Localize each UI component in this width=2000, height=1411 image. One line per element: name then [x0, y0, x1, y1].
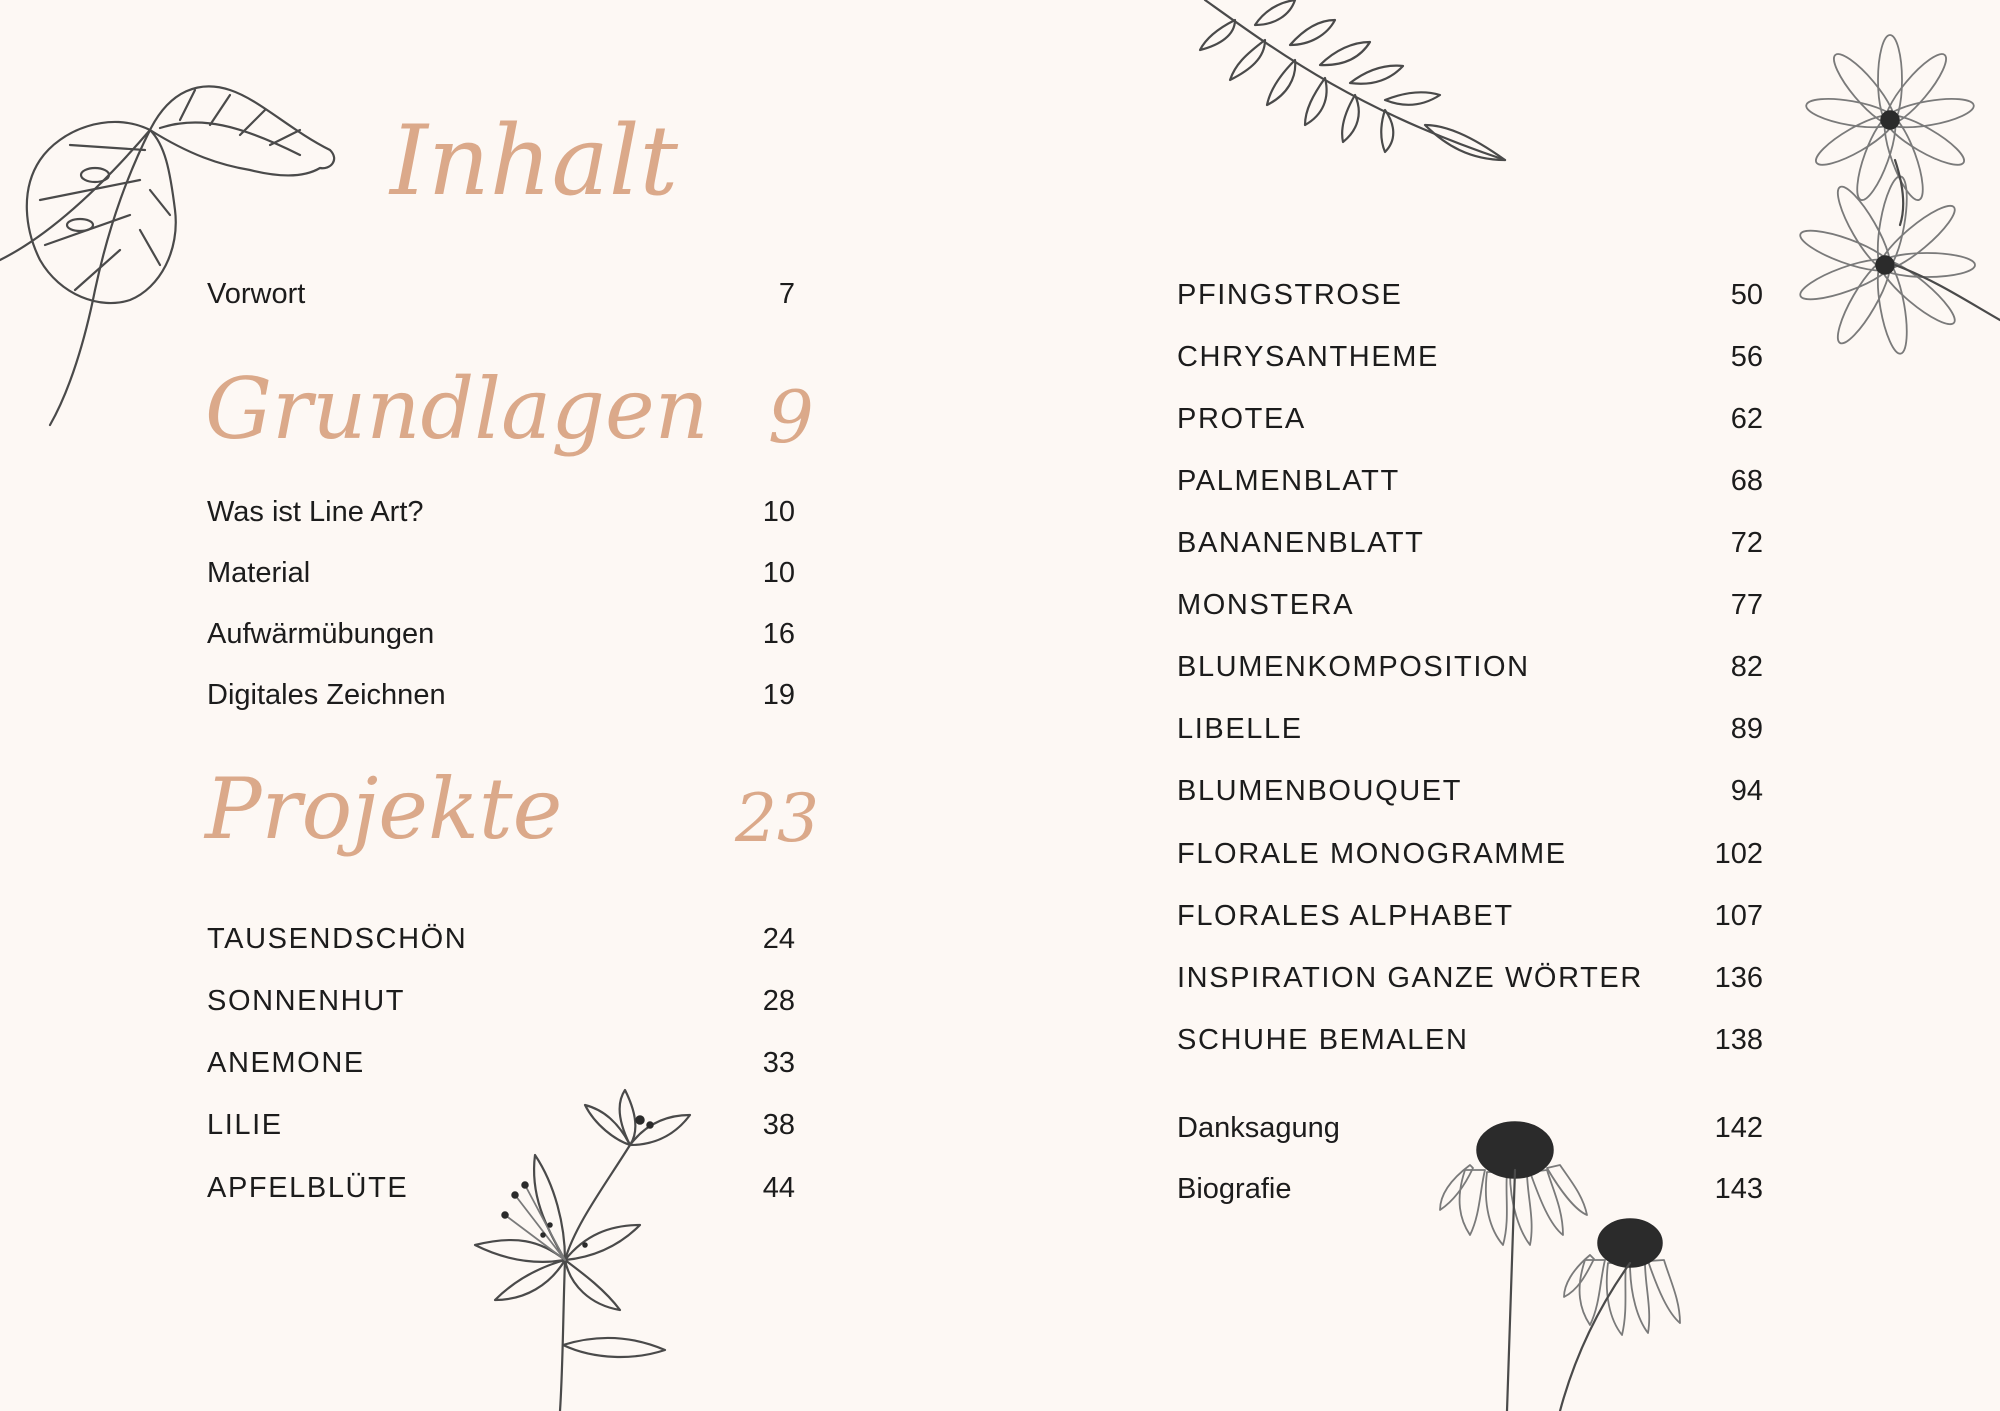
toc-entry-page: 10	[762, 496, 795, 528]
toc-entry-page: 10	[762, 557, 795, 589]
toc-entry[interactable]	[1177, 900, 1763, 933]
toc-entry-page: 62	[1730, 403, 1763, 435]
toc-entry[interactable]	[207, 985, 795, 1018]
toc-entry-page: 28	[762, 985, 795, 1017]
toc-entry-page: 82	[1730, 651, 1763, 683]
toc-entry[interactable]	[207, 496, 795, 529]
toc-entry-page: 72	[1730, 527, 1763, 559]
toc-entry-label: SONNENHUT	[207, 985, 406, 1017]
toc-entry-label: LILIE	[207, 1109, 283, 1141]
toc-entry-label: PROTEA	[1177, 403, 1306, 435]
daisy-flower-icon	[1795, 50, 2000, 360]
toc-entry[interactable]	[1177, 775, 1763, 808]
toc-entry-page: 16	[762, 618, 795, 650]
toc-entry-page: 33	[762, 1047, 795, 1079]
toc-entry[interactable]	[1177, 589, 1763, 622]
toc-entry[interactable]	[1177, 962, 1763, 995]
toc-entry-label: BANANENBLATT	[1177, 527, 1425, 559]
toc-entry-label: TAUSENDSCHÖN	[207, 923, 468, 955]
toc-entry-page: 107	[1714, 900, 1763, 932]
toc-entry-label: Biografie	[1177, 1173, 1292, 1205]
toc-entry-label: BLUMENBOUQUET	[1177, 775, 1463, 807]
toc-entry[interactable]	[1177, 341, 1763, 374]
toc-entry-label: FLORALES ALPHABET	[1177, 900, 1514, 932]
palm-leaf-icon	[1195, 0, 1515, 170]
toc-entry-page: 138	[1714, 1024, 1763, 1056]
toc-entry-label: ANEMONE	[207, 1047, 365, 1079]
toc-entry-vorwort[interactable]	[207, 278, 795, 311]
toc-entry-page: 102	[1714, 838, 1763, 870]
toc-entry[interactable]	[1177, 279, 1763, 312]
toc-entry-page: 50	[1730, 279, 1763, 311]
toc-entry-label: MONSTERA	[1177, 589, 1355, 621]
toc-entry-label: Was ist Line Art?	[207, 496, 424, 528]
toc-entry-page: 136	[1714, 962, 1763, 994]
toc-entry-label: PALMENBLATT	[1177, 465, 1400, 497]
toc-entry-page: 44	[762, 1172, 795, 1204]
toc-entry-label: APFELBLÜTE	[207, 1172, 409, 1204]
toc-entry-page: 89	[1730, 713, 1763, 745]
toc-entry-page: 38	[762, 1109, 795, 1141]
toc-entry-label: FLORALE MONOGRAMME	[1177, 838, 1567, 870]
toc-entry[interactable]	[207, 679, 795, 712]
section-heading-projekte: Projekte	[205, 760, 563, 858]
toc-entry-label: LIBELLE	[1177, 713, 1303, 745]
toc-entry-page: 7	[778, 278, 795, 310]
toc-entry[interactable]	[1177, 838, 1763, 871]
toc-entry-page: 24	[762, 923, 795, 955]
coneflower-icon	[1435, 1095, 1695, 1411]
toc-entry[interactable]	[1177, 527, 1763, 560]
toc-entry-page: 77	[1730, 589, 1763, 621]
toc-entry-label: Vorwort	[207, 278, 306, 310]
toc-title: Inhalt	[390, 105, 679, 217]
toc-entry-label: Aufwärmübungen	[207, 618, 435, 650]
toc-entry-label: PFINGSTROSE	[1177, 279, 1403, 311]
toc-entry-label: CHRYSANTHEME	[1177, 341, 1439, 373]
section-page-grundlagen: 9	[768, 375, 814, 459]
toc-entry[interactable]	[1177, 651, 1763, 684]
toc-entry-page: 19	[762, 679, 795, 711]
toc-entry[interactable]	[207, 923, 795, 956]
toc-entry-label: Digitales Zeichnen	[207, 679, 446, 711]
toc-entry-page: 142	[1714, 1112, 1763, 1144]
toc-entry-page: 94	[1730, 775, 1763, 807]
toc-entry-label: Danksagung	[1177, 1112, 1340, 1144]
toc-entry[interactable]	[207, 618, 795, 651]
toc-entry[interactable]	[207, 1047, 795, 1080]
lily-flower-icon	[455, 1085, 705, 1411]
toc-entry[interactable]	[207, 557, 795, 590]
toc-entry-label: BLUMENKOMPOSITION	[1177, 651, 1530, 683]
section-page-projekte: 23	[735, 780, 819, 857]
section-heading-grundlagen: Grundlagen	[205, 360, 709, 458]
toc-entry-page: 56	[1730, 341, 1763, 373]
right-page	[1000, 0, 2000, 1411]
toc-entry-label: Material	[207, 557, 311, 589]
toc-entry-page: 143	[1714, 1173, 1763, 1205]
toc-entry[interactable]	[1177, 1024, 1763, 1057]
toc-entry-label: SCHUHE BEMALEN	[1177, 1024, 1469, 1056]
toc-entry-page: 68	[1730, 465, 1763, 497]
toc-entry-label: INSPIRATION GANZE WÖRTER	[1177, 962, 1643, 994]
toc-entry[interactable]	[1177, 713, 1763, 746]
toc-entry[interactable]	[1177, 403, 1763, 436]
toc-entry[interactable]	[1177, 465, 1763, 498]
